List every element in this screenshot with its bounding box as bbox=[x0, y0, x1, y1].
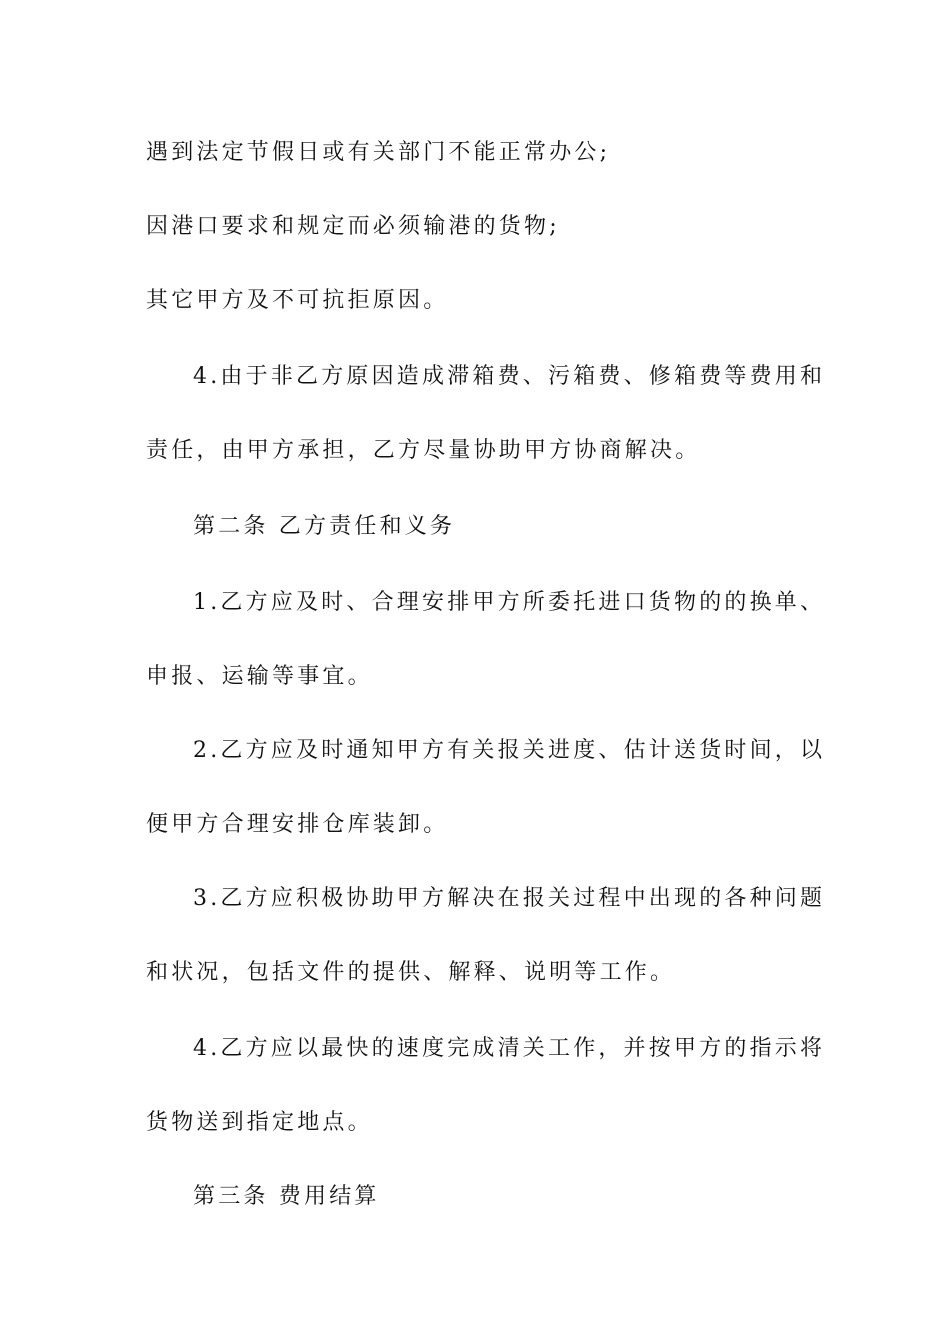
paragraph-first-line: 3.乙方应积极协助甲方解决在报关过程中出现的各种问题 bbox=[193, 886, 826, 911]
text-line: 和状况，包括文件的提供、解释、说明等工作。 bbox=[146, 960, 676, 985]
section-heading: 第三条 费用结算 bbox=[193, 1184, 380, 1209]
paragraph-first-line: 4.乙方应以最快的速度完成清关工作，并按甲方的指示将 bbox=[193, 1036, 826, 1061]
paragraph-first-line: 2.乙方应及时通知甲方有关报关进度、估计送货时间，以 bbox=[193, 738, 826, 763]
text-line: 因港口要求和规定而必须输港的货物; bbox=[146, 214, 560, 239]
text-line: 遇到法定节假日或有关部门不能正常办公; bbox=[146, 140, 611, 165]
section-heading: 第二条 乙方责任和义务 bbox=[193, 514, 456, 539]
text-line: 其它甲方及不可抗拒原因。 bbox=[146, 288, 449, 313]
paragraph-first-line: 4.由于非乙方原因造成滞箱费、污箱费、修箱费等费用和 bbox=[193, 364, 826, 389]
paragraph-first-line: 1.乙方应及时、合理安排甲方所委托进口货物的的换单、 bbox=[193, 590, 826, 615]
text-line: 责任，由甲方承担，乙方尽量协助甲方协商解决。 bbox=[146, 438, 701, 463]
text-line: 便甲方合理安排仓库装卸。 bbox=[146, 812, 449, 837]
text-line: 货物送到指定地点。 bbox=[146, 1110, 373, 1135]
text-line: 申报、运输等事宜。 bbox=[146, 664, 373, 689]
